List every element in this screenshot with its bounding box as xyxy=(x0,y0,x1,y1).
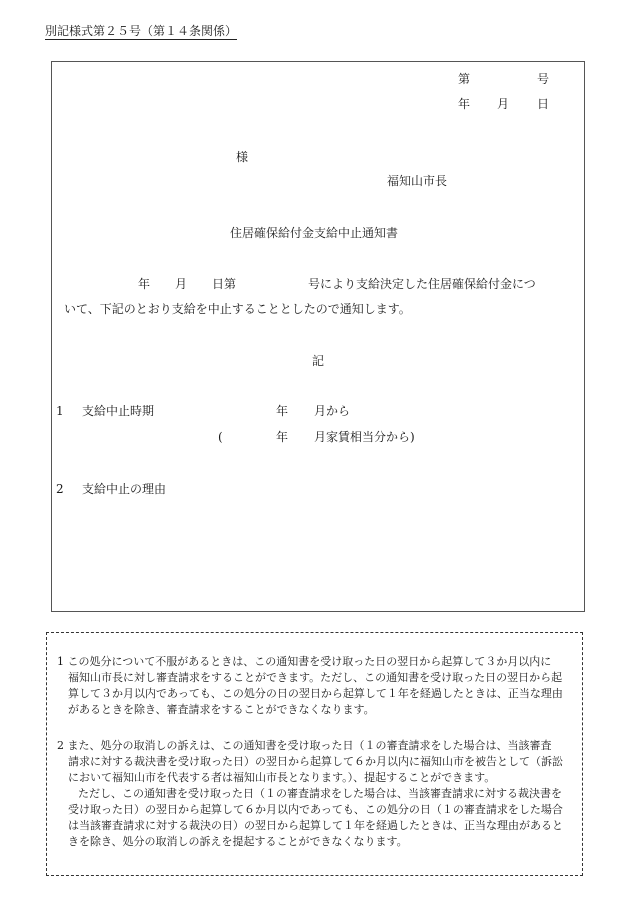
body-line2: いて、下記のとおり支給を中止することとしたので通知します。 xyxy=(64,302,411,316)
body-day-number: 日第 xyxy=(212,277,237,291)
number-suffix: 号 xyxy=(537,72,550,86)
notice-line: 福知山市長に対し審査請求をすることができます。ただし、この通知書を受け取った日の翌日から起 xyxy=(68,671,563,684)
form-header: 別記様式第２５号（第１４条関係） xyxy=(45,24,238,38)
issuer: 福知山市長 xyxy=(387,174,448,188)
notice-line: 算して３か月以内であっても、この処分の日の翌日から起算して１年を経過したときは、正当な理由 xyxy=(68,687,563,700)
item1-label: 支給中止時期 xyxy=(82,404,155,418)
body-line1-rest: 号により支給決定した住居確保給付金につ xyxy=(308,277,536,291)
notice-line: 2 また、処分の取消しの訴えは、この通知書を受け取った日（１の審査請求をした場合は、当該審査 xyxy=(57,739,552,752)
item1-number: 1 xyxy=(56,404,64,418)
item1-paren-open: ( xyxy=(218,430,223,444)
notice-line: 請求に対する裁決書を受け取った日）の翌日から起算して６か月以内に福知山市を被告として（訴訟 xyxy=(68,755,563,768)
notice-line: は当該審査請求に対する裁決の日）の翌日から起算して１年を経過したときは、正当な理由があると xyxy=(68,819,563,832)
date-month: 月 xyxy=(497,97,510,111)
item1-year2: 年 xyxy=(276,430,289,444)
item2-number: 2 xyxy=(56,482,64,496)
ki-marker: 記 xyxy=(312,354,325,368)
notice-line: きを除き、処分の取消しの訴えを提起することができなくなります。 xyxy=(68,835,408,848)
addressee-suffix: 様 xyxy=(236,150,249,164)
item1-from: 月から xyxy=(314,404,351,418)
date-day: 日 xyxy=(537,97,550,111)
document-title: 住居確保給付金支給中止通知書 xyxy=(230,226,399,240)
item1-rent-from: 月家賃相当分から) xyxy=(314,430,415,444)
notice-form-frame xyxy=(51,61,585,612)
date-year: 年 xyxy=(458,97,471,111)
notice-line: 1 この処分について不服があるときは、この通知書を受け取った日の翌日から起算して３か月以内に xyxy=(57,655,552,668)
item2-label: 支給中止の理由 xyxy=(82,482,167,496)
notice-line: があるときを除き、審査請求をすることができなくなります。 xyxy=(68,703,375,716)
notice-line: において福知山市を代表する者は福知山市長となります。）、提起することができます。 xyxy=(68,771,496,784)
notice-line: 受け取った日）の翌日から起算して６か月以内であっても、この処分の日（１の審査請求をした場合 xyxy=(68,803,563,816)
number-label: 第 xyxy=(458,72,471,86)
notice-line: ただし、この通知書を受け取った日（１の審査請求をした場合は、当該審査請求に対する裁決書を xyxy=(78,787,562,800)
body-year: 年 xyxy=(138,277,151,291)
body-month: 月 xyxy=(175,277,188,291)
item1-year: 年 xyxy=(276,404,289,418)
